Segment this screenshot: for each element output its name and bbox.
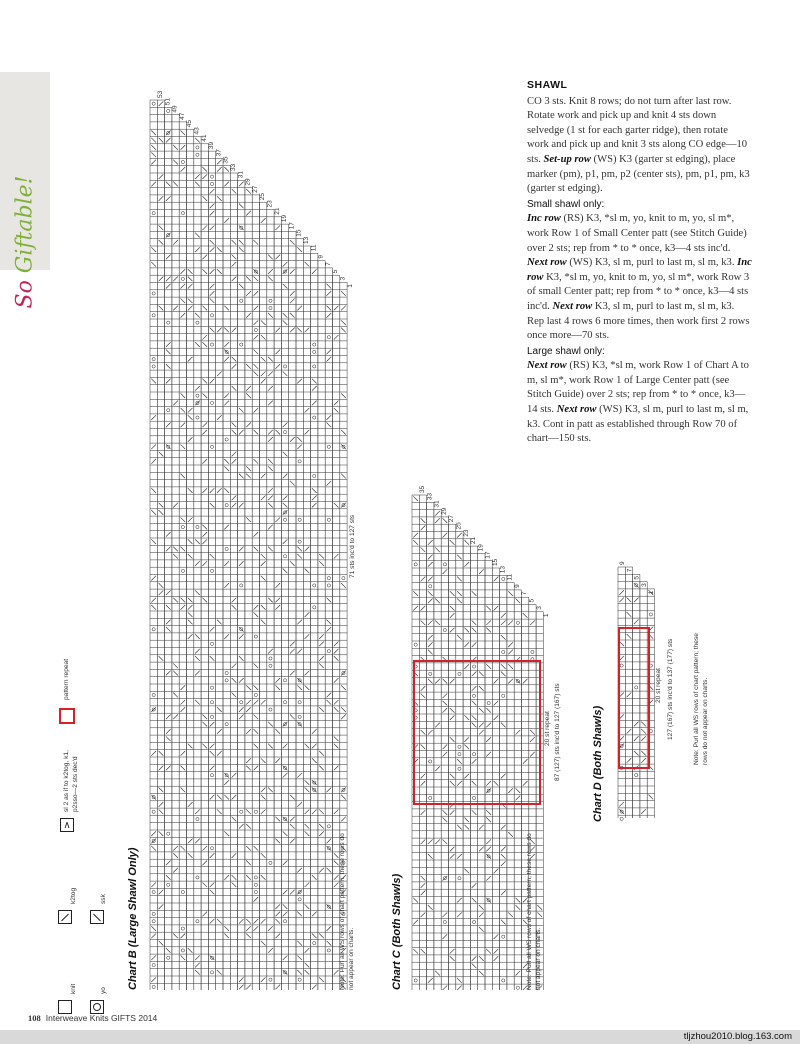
- chart-d-yo-mark: [649, 613, 652, 616]
- chart-c-yo-mark: [429, 760, 432, 763]
- chart-b-row-number: 45: [186, 119, 194, 128]
- chart-c-row-number: 19: [477, 544, 485, 552]
- chart-b-yo-mark: [210, 314, 213, 317]
- chart-b-yo-mark: [152, 358, 155, 361]
- chart-b-row-number: 23: [266, 200, 274, 208]
- chart-b-row-number: 43: [193, 127, 201, 135]
- chart-c-yo-mark: [429, 796, 432, 799]
- chart-b-yo-mark: [152, 810, 155, 813]
- chart-b-yo-mark: [181, 525, 184, 528]
- chart-c-row-number: 5: [528, 598, 536, 603]
- legend-knit-label: knit: [70, 983, 77, 994]
- chart-b-yo-mark: [269, 708, 272, 711]
- chart-c-yo-mark: [414, 643, 417, 646]
- chart-c-yo-mark: [502, 694, 505, 697]
- chart-b-row-number: 13: [303, 236, 310, 244]
- chart-b-grid-lines: [150, 100, 347, 990]
- chart-d-yo-mark: [635, 773, 638, 776]
- chart-b-yo-mark: [269, 657, 272, 660]
- chart-b-yo-mark: [269, 299, 272, 302]
- chart-c-row-number: 17: [484, 551, 492, 559]
- small-shawl-heading: Small shawl only:: [527, 198, 605, 210]
- chart-c-yo-mark: [487, 701, 490, 704]
- chart-c-yo-mark: [458, 753, 461, 756]
- chart-b-row-number: 15: [295, 229, 303, 237]
- chart-b-yo-mark: [269, 306, 272, 309]
- chart-b-yo-mark: [225, 547, 228, 550]
- chart-b-yo-mark: [210, 642, 213, 645]
- chart-c-repeat-outline: [414, 661, 540, 804]
- chart-c-grid-lines: [412, 495, 543, 990]
- k2tog-symbol-box: [58, 910, 72, 924]
- chart-b-yo-mark: [313, 343, 316, 346]
- chart-b-yo-mark: [225, 671, 228, 674]
- chart-c-yo-mark: [458, 672, 461, 675]
- chart-c-note: Note: Purl all WS rows of chart pattern; these rows do not appear on charts.: [526, 833, 542, 990]
- chart-b-yo-mark: [152, 963, 155, 966]
- intro-paragraph: CO 3 sts. Knit 8 rows; do not turn after last row. Rotate work and pick up and knit 4 sts down selvedge (1 st for each garter ridge), then rotate work and pick up and knit 3 sts along CO edge—10 sts. Set-up row (WS) K3 (garter st edging), place marker (pm), p1, pm, p2 (center sts), pm, p1, pm, k3 (garter st edging).: [527, 95, 750, 195]
- chart-b-yo-mark: [167, 883, 170, 886]
- chart-b-yo-mark: [196, 525, 199, 528]
- chart-c-row-number: 9: [513, 584, 521, 588]
- chart-b-yo-mark: [152, 365, 155, 368]
- chart-b-yo-mark: [327, 825, 330, 828]
- chart-b-yo-mark: [313, 350, 316, 353]
- chart-c-yo-mark: [443, 563, 446, 566]
- chart-b-yo-mark: [240, 584, 243, 587]
- chart-b-yo-mark: [283, 431, 286, 434]
- chart-b-yo-mark: [210, 701, 213, 704]
- chart-c-yo-mark: [516, 621, 519, 624]
- chart-c-yo-mark: [429, 672, 432, 675]
- chart-c-row-number: 11: [506, 573, 514, 581]
- chart-b-yo-mark: [283, 701, 286, 704]
- watermark-text: tljzhou2010.blog.163.com: [683, 1031, 792, 1042]
- chart-c-yo-mark: [502, 650, 505, 653]
- chart-b-row-number: 5: [332, 269, 340, 274]
- chart-b-yo-mark: [269, 861, 272, 864]
- chart-b-yo-mark: [152, 890, 155, 893]
- chart-c-yo-mark: [458, 767, 461, 770]
- chart-b-inc-label: 71 sts inc'd to 127 sts: [349, 514, 356, 578]
- chart-d-yo-mark: [620, 817, 623, 820]
- chart-b-yo-mark: [152, 212, 155, 215]
- yo-circle-icon: [93, 1003, 101, 1011]
- chart-b-yo-mark: [210, 401, 213, 404]
- chart-b-yo-mark: [152, 912, 155, 915]
- chart-b-yo-mark: [210, 343, 213, 346]
- chart-c-yo-mark: [472, 796, 475, 799]
- chart-b-yo-mark: [254, 883, 257, 886]
- chart-b-yo-mark: [152, 292, 155, 295]
- chart-b-yo-mark: [254, 328, 257, 331]
- large-shawl-heading: Large shawl only:: [527, 345, 605, 357]
- chart-d-repeat-label: 20 st repeat: [655, 668, 662, 703]
- chart-b-yo-mark: [210, 847, 213, 850]
- chart-b-yo-mark: [196, 817, 199, 820]
- chart-d-title: Chart D (Both Shawls): [592, 705, 604, 822]
- chart-b-row-number: 37: [215, 149, 223, 157]
- ssk-slash-icon: [93, 913, 101, 921]
- chart-b-yo-mark: [327, 949, 330, 952]
- chart-b-yo-mark: [196, 920, 199, 923]
- chart-d-row-number: 5: [633, 575, 641, 580]
- chart-c-title: Chart C (Both Shawls): [391, 873, 403, 990]
- chart-b-row-number: 33: [230, 163, 237, 171]
- chart-b-yo-mark: [210, 175, 213, 178]
- shawl-instructions: [527, 78, 752, 447]
- chart-b-yo-mark: [240, 343, 243, 346]
- chart-b-yo-mark: [167, 109, 170, 112]
- chart-d-row-number: 7: [626, 568, 634, 573]
- chart-b-yo-mark: [181, 569, 184, 572]
- chart-c-yo-mark: [458, 877, 461, 880]
- k2tog-slash-icon: [61, 913, 69, 921]
- chart-d-repeat-outline: [619, 628, 649, 768]
- chart-b-yo-mark: [167, 321, 170, 324]
- chart-b-yo-mark: [313, 365, 316, 368]
- chart-b-yo-mark: [327, 336, 330, 339]
- chart-b-yo-mark: [327, 518, 330, 521]
- chart-b-yo-mark: [298, 715, 301, 718]
- chart-b-yo-mark: [327, 584, 330, 587]
- chart-b-yo-mark: [313, 606, 316, 609]
- legend-pattern-repeat-label: pattern repeat: [63, 658, 70, 700]
- chart-b-row-number: 51: [164, 98, 172, 106]
- chart-d-inc-label: 127 (167) sts inc'd to 137 (177) sts: [667, 638, 674, 740]
- chart-c-yo-mark: [414, 563, 417, 566]
- chart-b-yo-mark: [254, 810, 257, 813]
- chart-b-yo-mark: [313, 474, 316, 477]
- chart-c-row-number: 33: [426, 493, 434, 501]
- chart-c-row-number: 13: [499, 566, 507, 574]
- chart-b-yo-mark: [210, 774, 213, 777]
- chart-b-yo-mark: [283, 679, 286, 682]
- chart-c-repeat-label: 20 st repeat: [544, 711, 551, 746]
- chart-d-yo-mark: [620, 664, 623, 667]
- chart-b-yo-mark: [342, 577, 345, 580]
- chart-b-yo-mark: [298, 460, 301, 463]
- publication-name: Interweave Knits GIFTS 2014: [45, 1013, 158, 1023]
- chart-c-row-number: 25: [455, 522, 463, 530]
- legend-ssk-label: ssk: [100, 894, 107, 904]
- chart-c-yo-mark: [516, 986, 519, 989]
- chart-c-inc-label: 87 (127) sts inc'd to 127 (167) sts: [554, 683, 561, 781]
- chart-b-yo-mark: [181, 927, 184, 930]
- chart-b-row-number: 31: [237, 171, 245, 179]
- chart-b-yo-mark: [181, 277, 184, 280]
- chart-b-yo-mark: [181, 160, 184, 163]
- chart-b-yo-mark: [313, 416, 316, 419]
- chart-d-yo-mark: [635, 686, 638, 689]
- side-tab-title: So Giftable!: [12, 175, 38, 309]
- sl2-caret-icon: ∧: [63, 819, 71, 831]
- chart-d-row-number: 9: [619, 561, 626, 565]
- chart-b-yo-mark: [313, 584, 316, 587]
- chart-b-yo-mark: [181, 890, 184, 893]
- chart-d-row-number: 3: [640, 583, 648, 587]
- chart-b-yo-mark: [181, 212, 184, 215]
- chart-c-row-number: 29: [440, 507, 448, 515]
- chart-b-row-number: 53: [157, 90, 164, 98]
- chart-c-yo-mark: [458, 745, 461, 748]
- chart-b-yo-mark: [269, 978, 272, 981]
- chart-b-yo-mark: [283, 920, 286, 923]
- chart-b-row-number: 21: [273, 207, 281, 215]
- chart-c-row-number: 7: [521, 591, 529, 596]
- chart-b-row-number: 41: [200, 134, 208, 142]
- chart-c-yo-mark: [443, 920, 446, 923]
- chart-c-row-number: 3: [535, 606, 543, 610]
- chart-b-yo-mark: [225, 723, 228, 726]
- chart-b-yo-mark: [210, 445, 213, 448]
- chart-c-yo-mark: [472, 665, 475, 668]
- chart-b-yo-mark: [225, 679, 228, 682]
- chart-b-yo-mark: [283, 518, 286, 521]
- chart-b-yo-mark: [196, 416, 199, 419]
- page-footer: [28, 1013, 157, 1023]
- chart-c-yo-mark: [502, 979, 505, 982]
- chart-b-row-number: 29: [244, 178, 252, 186]
- shawl-heading: SHAWL: [527, 79, 568, 91]
- chart-b-yo-mark: [254, 876, 257, 879]
- chart-c-row-number: 21: [470, 536, 478, 545]
- chart-b-yo-mark: [225, 438, 228, 441]
- chart-b-yo-mark: [269, 664, 272, 667]
- chart-b-yo-mark: [152, 102, 155, 105]
- chart-d-row-number: 1: [648, 590, 656, 595]
- chart-b-row-number: 27: [251, 185, 259, 193]
- legend-k2tog-label: k2tog: [70, 887, 77, 904]
- chart-b-yo-mark: [210, 182, 213, 185]
- chart-b-yo-mark: [196, 321, 199, 324]
- chart-c-row-number: 1: [543, 613, 551, 618]
- watermark-bar: [0, 1030, 800, 1044]
- chart-c-yo-mark: [502, 577, 505, 580]
- chart-c-yo-mark: [414, 979, 417, 982]
- ssk-symbol-box: [90, 910, 104, 924]
- legend-sl2-label: sl 2 as if to k2tog, k1, p2sso—2 sts dec'd: [63, 750, 79, 812]
- chart-b-yo-mark: [298, 978, 301, 981]
- chart-b-row-number: 9: [317, 254, 325, 259]
- chart-b-row-number: 25: [259, 192, 267, 201]
- chart-b-yo-mark: [254, 890, 257, 893]
- chart-b-yo-mark: [196, 146, 199, 149]
- chart-b-yo-mark: [240, 299, 243, 302]
- chart-b-yo-mark: [167, 956, 170, 959]
- chart-b-row-number: 7: [324, 262, 332, 266]
- chart-b-yo-mark: [327, 650, 330, 653]
- chart-b-yo-mark: [152, 920, 155, 923]
- legend-yo-label: yo: [100, 987, 107, 994]
- chart-c-row-number: 23: [462, 529, 470, 537]
- chart-b-row-number: 1: [346, 284, 354, 288]
- page-number: 108: [28, 1013, 41, 1023]
- chart-b-row-number: 3: [339, 276, 347, 281]
- chart-b-row-number: 19: [281, 214, 289, 223]
- chart-b-yo-mark: [196, 876, 199, 879]
- chart-b-yo-mark: [283, 555, 286, 558]
- chart-c-row-number: 31: [433, 500, 441, 508]
- chart-b-row-number: 49: [171, 105, 179, 113]
- chart-b-yo-mark: [225, 504, 228, 507]
- chart-b-note: Note: Purl all WS rows of chart pattern; these rows do not appear on charts.: [339, 833, 355, 990]
- chart-b-yo-mark: [298, 518, 301, 521]
- chart-b-yo-mark: [210, 971, 213, 974]
- chart-b-yo-mark: [254, 635, 257, 638]
- chart-b-yo-mark: [327, 445, 330, 448]
- chart-b-yo-mark: [283, 365, 286, 368]
- large-shawl-paragraph: Next row (RS) K3, *sl m, work Row 1 of Chart A to m, sl m*, work Row 1 of Large Center patt (see Stitch Guide) over 2 sts; rep from * to * once, k3—14 sts. Next row (WS) K3, sl m, purl to last m, sl m, k3. Cont in patt as established through Row 70 of chart—150 sts.: [527, 360, 749, 445]
- chart-b-yo-mark: [181, 949, 184, 952]
- chart-b-yo-mark: [196, 153, 199, 156]
- chart-b-row-number: 11: [310, 244, 318, 252]
- chart-b-yo-mark: [152, 693, 155, 696]
- chart-d-note: Note: Purl all WS rows of chart pattern; these rows do not appear on charts.: [693, 633, 709, 765]
- yo-symbol-box: [90, 1000, 104, 1014]
- chart-b-yo-mark: [254, 693, 257, 696]
- chart-c-row-number: 27: [448, 514, 456, 523]
- chart-b-row-number: 17: [288, 222, 296, 230]
- chart-b-yo-mark: [298, 701, 301, 704]
- pattern-repeat-box: [59, 708, 75, 724]
- chart-c-yo-mark: [472, 920, 475, 923]
- chart-b-title: Chart B (Large Shawl Only): [127, 847, 139, 990]
- chart-b-yo-mark: [210, 715, 213, 718]
- chart-b-yo-mark: [240, 810, 243, 813]
- chart-c-yo-mark: [443, 628, 446, 631]
- chart-b-yo-mark: [313, 942, 316, 945]
- chart-b-yo-mark: [210, 686, 213, 689]
- chart-c-row-number: 15: [492, 558, 499, 566]
- small-shawl-paragraph: Inc row (RS) K3, *sl m, yo, knit to m, yo, sl m*, work Row 1 of Small Center patt (see Stitch Guide) over 2 sts; rep from * to * once, k3—4 sts inc'd. Next row (WS) K3, sl m, purl to last m, sl m, k3. Inc row K3, *sl m, yo, knit to m, yo, sl m*, work Row 3 of small Center patt; rep from * to * once, k3—4 sts inc'd. Next row K3, sl m, purl to last m, sl m, k3. Rep last 4 rows 6 more times, then work first 2 rows once more—70 sts.: [527, 213, 752, 342]
- chart-b-yo-mark: [240, 701, 243, 704]
- chart-c-yo-mark: [429, 585, 432, 588]
- chart-c-row-number: 35: [419, 485, 426, 493]
- chart-b-yo-mark: [167, 832, 170, 835]
- chart-b-yo-mark: [152, 314, 155, 317]
- chart-c-yo-mark: [502, 935, 505, 938]
- chart-b-yo-mark: [152, 628, 155, 631]
- knit-symbol-box: [58, 1000, 72, 1014]
- chart-b-yo-mark: [210, 569, 213, 572]
- chart-c-yo-mark: [472, 753, 475, 756]
- chart-b-yo-mark: [152, 985, 155, 988]
- chart-b-yo-mark: [167, 409, 170, 412]
- chart-b-row-number: 35: [222, 156, 230, 164]
- chart-c-yo-mark: [531, 650, 534, 653]
- chart-b-row-number: 47: [178, 112, 186, 120]
- chart-b-yo-mark: [327, 577, 330, 580]
- chart-b-row-number: 39: [208, 141, 216, 150]
- sl2-symbol-box: [60, 818, 74, 832]
- chart-c-yo-mark: [472, 694, 475, 697]
- chart-b-yo-mark: [196, 394, 199, 397]
- chart-b-yo-mark: [298, 540, 301, 543]
- chart-b-yo-mark: [298, 898, 301, 901]
